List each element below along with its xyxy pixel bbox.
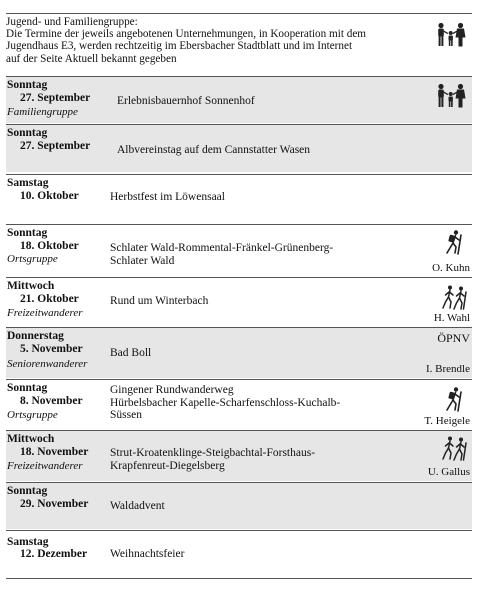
- event-title-line: Süssen: [110, 409, 142, 422]
- event-day: Mittwoch: [7, 280, 55, 292]
- event-row: [6, 224, 472, 276]
- hiker-pair-icon: [441, 284, 469, 310]
- family-icon: [436, 83, 466, 109]
- intro-line: auf der Seite Aktuell bekannt gegeben: [6, 52, 177, 65]
- event-leader: H. Wahl: [433, 312, 470, 324]
- intro-line: Jugendhaus E3, werden rechtzeitig im Ebersbacher Stadtblatt und im Internet: [6, 40, 353, 53]
- event-title: Erlebnisbauernhof Sonnenhof: [117, 95, 255, 107]
- event-row: [6, 379, 472, 429]
- event-group: Seniorenwanderer: [7, 358, 88, 370]
- event-date: 29. November: [20, 498, 89, 510]
- intro-text: [6, 16, 406, 65]
- event-title: Bad Boll: [110, 347, 152, 359]
- event-date: 8. November: [20, 395, 83, 407]
- event-group: Ortsgruppe: [7, 253, 58, 265]
- event-title-line: Krapfenreut-Diegelsberg: [110, 459, 225, 472]
- event-leader: T. Heigele: [424, 415, 470, 427]
- event-title: Rund um Winterbach: [110, 295, 209, 307]
- hiker-pair-icon: [441, 435, 469, 461]
- event-date: 21. Oktober: [20, 293, 79, 305]
- event-title: [110, 447, 315, 472]
- event-day: Sonntag: [7, 79, 48, 91]
- event-title: [110, 242, 333, 267]
- event-day: Samstag: [7, 177, 49, 189]
- event-leader: I. Brendle: [426, 363, 470, 375]
- event-title: Herbstfest im Löwensaal: [110, 191, 225, 203]
- event-day: Sonntag: [7, 382, 48, 394]
- event-title: Albvereinstag auf dem Cannstatter Wasen: [117, 144, 311, 156]
- event-row: [6, 174, 472, 223]
- hiker-icon: [443, 386, 465, 412]
- event-day: Donnerstag: [7, 330, 64, 342]
- event-title-line: Schlater Wald: [110, 254, 175, 267]
- event-day: Sonntag: [7, 485, 48, 497]
- event-row: [6, 76, 472, 123]
- event-date: 18. November: [20, 446, 89, 458]
- family-icon: [436, 22, 466, 48]
- event-title: Weihnachtsfeier: [110, 548, 185, 560]
- oepnv-label: ÖPNV: [437, 331, 470, 345]
- event-day: Sonntag: [7, 227, 48, 239]
- event-day: Mittwoch: [7, 433, 55, 445]
- event-title-line: Schlater Wald-Rommental-Fränkel-Grünenberg-: [110, 242, 334, 254]
- intro-block: [6, 13, 472, 71]
- event-group: Freizeitwanderer: [7, 460, 83, 472]
- event-title: [110, 384, 340, 422]
- event-group: Ortsgruppe: [7, 409, 58, 421]
- event-row: [6, 124, 472, 172]
- event-date: 5. November: [20, 343, 83, 355]
- event-date: 18. Oktober: [20, 240, 79, 252]
- event-title: Waldadvent: [110, 500, 165, 512]
- event-group: Familiengruppe: [7, 106, 78, 118]
- event-group: Freizeitwanderer: [7, 307, 83, 319]
- event-date: 10. Oktober: [20, 190, 79, 202]
- event-row: [6, 327, 472, 378]
- event-row: [6, 482, 472, 529]
- event-title-line: Hürbelsbacher Kapelle-Scharfenschloss-Kuchalb-: [110, 396, 341, 409]
- event-row: [6, 430, 472, 481]
- event-date: 27. September: [20, 140, 91, 152]
- event-row: [6, 277, 472, 325]
- hiker-icon: [443, 229, 465, 255]
- event-date: 12. Dezember: [20, 548, 88, 560]
- event-row: [6, 530, 472, 577]
- intro-line: Die Termine der jeweils angebotenen Unternehmungen, in Kooperation mit dem: [6, 28, 367, 41]
- event-title-line: Strut-Kroatenklinge-Steigbachtal-Forsthaus-: [110, 447, 316, 459]
- event-leader: U. Gallus: [427, 466, 470, 478]
- event-day: Samstag: [7, 536, 49, 548]
- bottom-divider: [6, 578, 472, 579]
- intro-line: Jugend- und Familiengruppe:: [6, 16, 138, 28]
- event-date: 27. September: [20, 92, 91, 104]
- event-title-line: Gingener Rundwanderweg: [110, 384, 234, 396]
- event-leader: O. Kuhn: [432, 262, 470, 274]
- event-day: Sonntag: [7, 127, 48, 139]
